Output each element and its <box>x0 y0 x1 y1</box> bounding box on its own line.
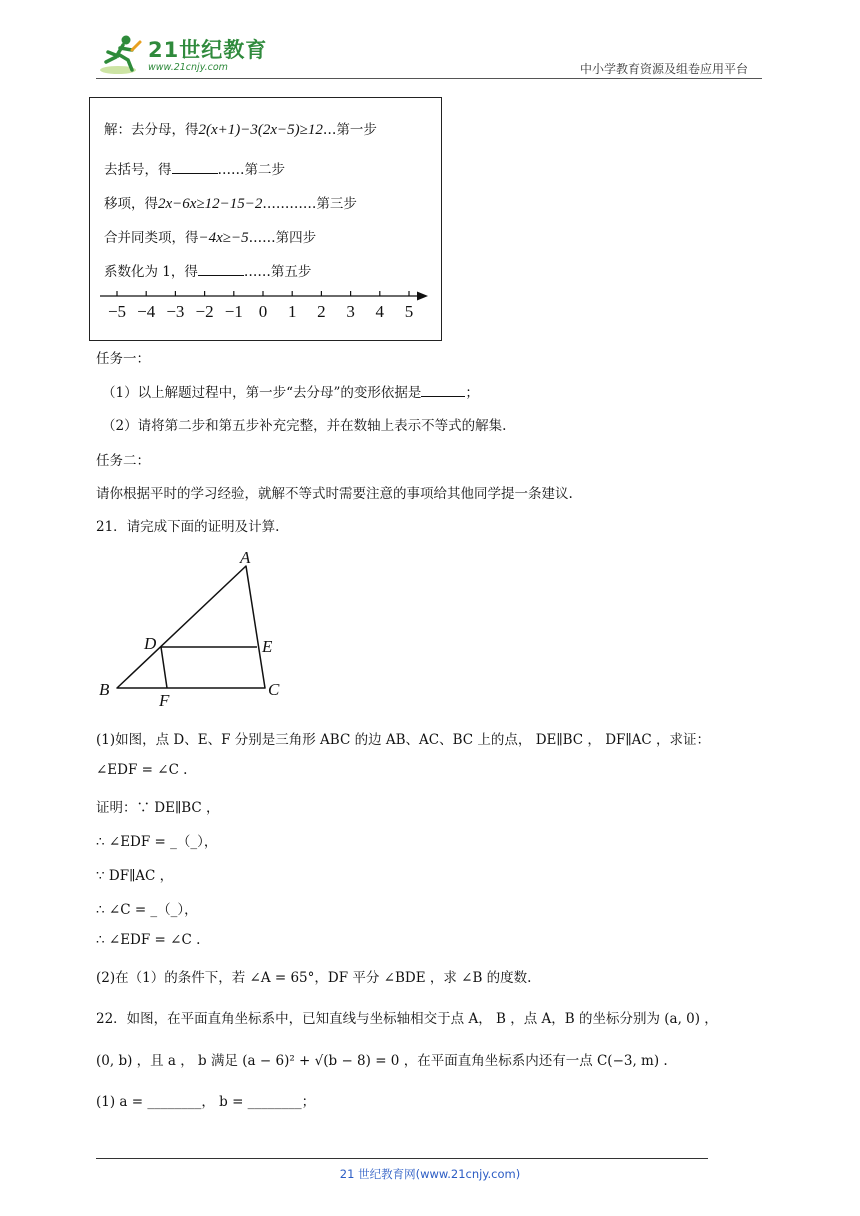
q21-part1-line2: ∠EDF = ∠C . <box>96 762 188 778</box>
q22-line1: 22．如图，在平面直角坐标系中，已知直线与坐标轴相交于点 A， B ，点 A，B 的坐标分别为 (a, 0) ， <box>96 1011 718 1027</box>
site-tagline: 中小学教育资源及组卷应用平台 <box>580 62 749 76</box>
solution-step-3: 移项，得2x−6x≥12−15−2…………第三步 <box>104 196 357 212</box>
task2-title: 任务二： <box>96 453 150 469</box>
q21-proof-step-1: ∴ ∠EDF = _（_）， <box>96 834 218 850</box>
logo-title: 21世纪教育 <box>148 38 268 62</box>
site-logo <box>96 32 266 80</box>
number-line-label: 0 <box>258 302 268 321</box>
number-line-label: −3 <box>166 302 185 321</box>
solution-step-4: 合并同类项，得−4x≥−5……第四步 <box>104 230 317 246</box>
number-line-label: 4 <box>375 302 385 321</box>
label-E: E <box>262 637 273 656</box>
number-line-label: −4 <box>137 302 156 321</box>
solution-step-5: 系数化为 1，得 ……第五步 <box>104 264 312 280</box>
logo-url: www.21cnjy.com <box>148 62 228 73</box>
number-line-label: 1 <box>287 302 297 321</box>
q21-title: 21．请完成下面的证明及计算. <box>96 519 280 535</box>
task2-text: 请你根据平时的学习经验，就解不等式时需要注意的事项给其他同学提一条建议. <box>96 486 573 502</box>
number-line <box>90 98 441 340</box>
q22-line2: (0, b) ，且 a ， b 满足 (a − 6)² + √(b − 8) = 0 ，在平面直角坐标系内还有一点 C(−3, m) . <box>96 1053 668 1069</box>
task1-question-2: （2）请将第二步和第五步补充完整，并在数轴上表示不等式的解集. <box>102 418 507 434</box>
task1-title: 任务一： <box>96 351 150 367</box>
solution-step-2: 去括号，得 ……第二步 <box>104 162 285 178</box>
q21-proof-title: 证明：∵ DE∥BC ， <box>96 800 220 816</box>
q22-part1: (1) a = ________， b = ________； <box>96 1094 316 1110</box>
number-line-label: −1 <box>224 302 243 321</box>
solution-box <box>89 97 442 341</box>
triangle-figure <box>90 545 300 715</box>
label-F: F <box>159 691 170 710</box>
footer-text: 21 世纪教育网(www.21cnjy.com) <box>339 1167 521 1181</box>
label-D: D <box>144 634 157 653</box>
solution-step-1: 解：去分母，得2(x+1)−3(2x−5)≥12…第一步 <box>104 122 377 138</box>
number-line-label: −5 <box>107 302 127 321</box>
label-B: B <box>99 680 110 699</box>
footer-rule <box>96 1158 708 1159</box>
q21-proof-step-4: ∴ ∠EDF = ∠C . <box>96 932 201 948</box>
q21-proof-step-2: ∵ DF∥AC ， <box>96 868 174 884</box>
number-line-label: 5 <box>404 302 414 321</box>
number-line-label: −2 <box>195 302 214 321</box>
number-line-label: 3 <box>346 302 355 321</box>
label-A: A <box>240 548 251 567</box>
label-C: C <box>268 680 280 699</box>
header-rule <box>96 78 762 79</box>
task1-question-1: （1）以上解题过程中，第一步“去分母”的变形依据是 ； <box>102 385 479 401</box>
q21-part1-line1: (1)如图，点 D、E、F 分别是三角形 ABC 的边 AB、AC、BC 上的点， DE∥BC ， DF∥AC ，求证： <box>96 732 710 748</box>
q21-part2: (2)在（1）的条件下，若 ∠A = 65°，DF 平分 ∠BDE ，求 ∠B 的度数. <box>96 970 532 986</box>
q21-proof-step-3: ∴ ∠C = _（_）， <box>96 902 198 918</box>
number-line-label: 2 <box>317 302 326 321</box>
